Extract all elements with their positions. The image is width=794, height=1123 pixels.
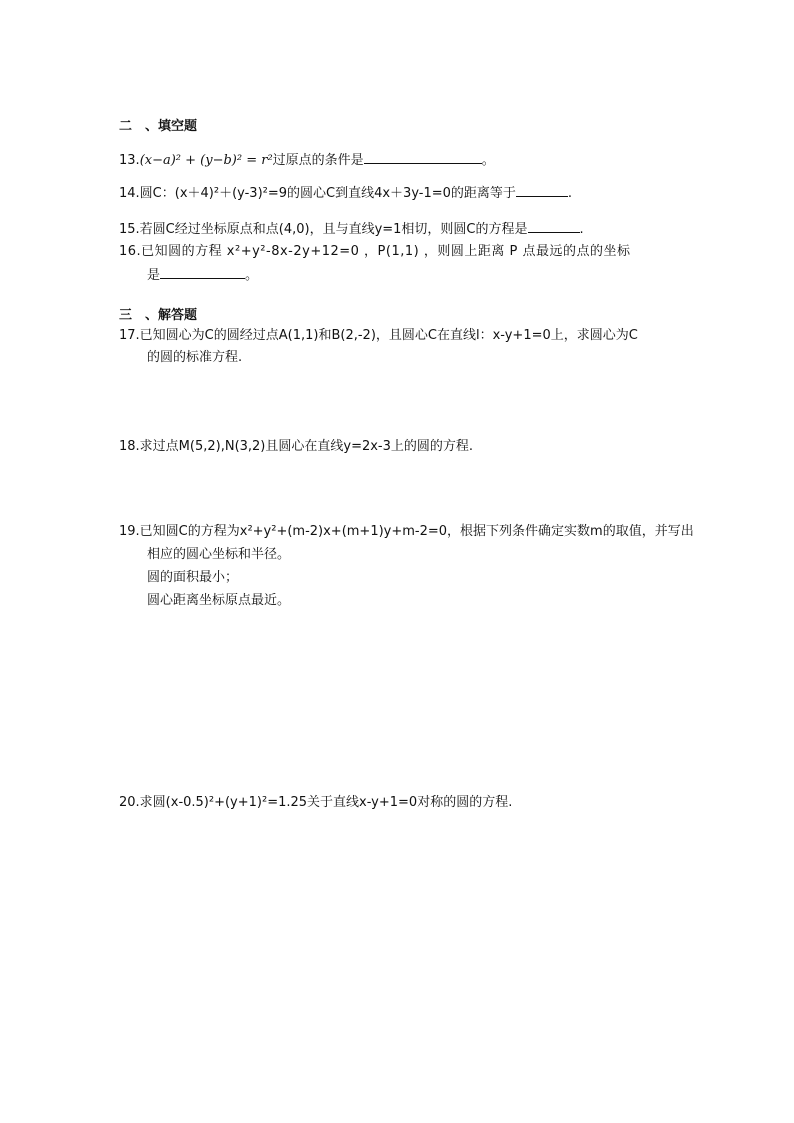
question-16-prefix: 是 <box>147 268 161 283</box>
question-18: 18.求过点M(5,2),N(3,2)且圆心在直线y=2x-3上的圆的方程. <box>119 439 474 454</box>
question-16-end: 。 <box>245 268 259 283</box>
question-13-number: 13. <box>119 153 140 168</box>
question-19-line-3: 圆的面积最小； <box>147 570 239 585</box>
answer-blank-16[interactable] <box>160 265 245 279</box>
question-19-line-2: 相应的圆心坐标和半径。 <box>147 547 291 562</box>
answer-blank-14[interactable] <box>516 183 568 197</box>
question-19-line-1: 19.已知圆C的方程为x²+y²+(m-2)x+(m+1)y+m-2=0，根据下列条件确定实数m的取值，并写出 <box>119 524 694 539</box>
answer-blank-15[interactable] <box>528 219 580 233</box>
question-15 <box>119 219 584 239</box>
question-14 <box>119 183 572 203</box>
question-14-end: . <box>567 186 573 201</box>
question-20: 20.求圆(x-0.5)²+(y+1)²=1.25关于直线x-y+1=0对称的圆的方程. <box>119 795 513 810</box>
question-13-end: 。 <box>481 153 495 168</box>
question-17-line-2: 的圆的标准方程. <box>147 350 243 365</box>
question-16-line-2 <box>147 265 258 285</box>
question-13-text: 过原点的条件是 <box>272 153 364 168</box>
section-2-heading: 二 、填空题 <box>119 119 198 134</box>
question-17-line-1: 17.已知圆心为C的圆经过点A(1,1)和B(2,-2)，且圆心C在直线l：x-y+1=0上，求圆心为C <box>119 328 638 343</box>
question-13-formula: (x−a)² + (y−b)² = r² <box>139 153 273 168</box>
question-19-line-4: 圆心距离坐标原点最近。 <box>147 593 291 608</box>
question-16-line-1: 16.已知圆的方程 x²+y²-8x-2y+12=0 ，P(1,1) ，则圆上距离 P 点最远的点的坐标 <box>119 244 631 259</box>
section-3-heading: 三 、解答题 <box>119 308 198 323</box>
question-15-text: 15.若圆C经过坐标原点和点(4,0)，且与直线y=1相切，则圆C的方程是 <box>119 222 528 237</box>
question-13 <box>119 150 495 170</box>
question-14-text: 14.圆C：(x＋4)²＋(y-3)²=9的圆心C到直线4x＋3y-1=0的距离等于 <box>119 186 516 201</box>
question-15-end: . <box>579 222 584 237</box>
answer-blank-13[interactable] <box>364 150 482 164</box>
